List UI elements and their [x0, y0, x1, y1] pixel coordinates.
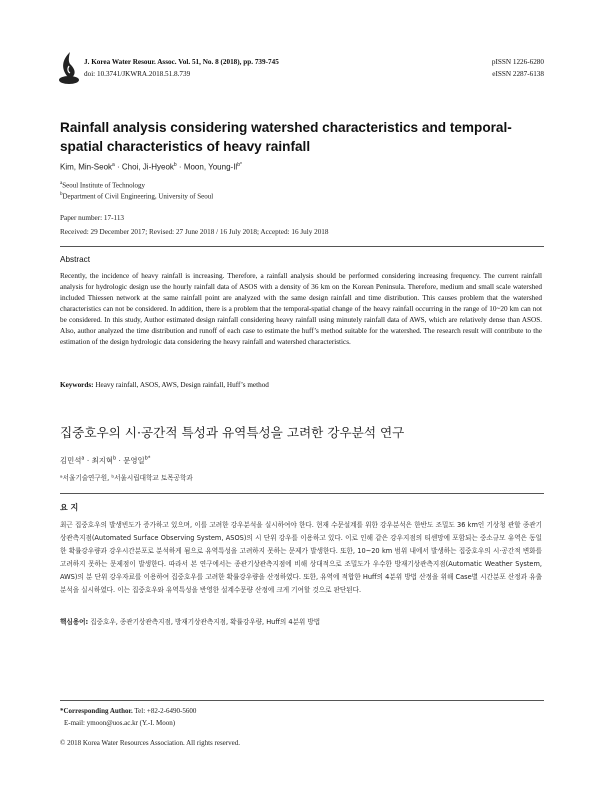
copyright-notice: © 2018 Korea Water Resources Association. All rights reserved. [60, 739, 240, 747]
korean-affiliations: ᵃ서울기술연구원, ᵇ서울시립대학교 토목공학과 [60, 474, 193, 482]
korean-author-list [60, 455, 150, 466]
corresponding-author [60, 706, 196, 717]
corresponding-label: *Corresponding Author. [60, 707, 133, 715]
author-name: Kim, Min-Seok [60, 162, 113, 172]
corresponding-tel: Tel: +82-2-6490-5600 [132, 707, 197, 715]
affiliation-text: Seoul Institute of Technology [62, 181, 146, 190]
author-name: Choi, Ji-Hyeok [121, 162, 174, 172]
keywords-label: Keywords: [60, 381, 94, 389]
section-divider [60, 493, 544, 494]
eissn: eISSN 2287-6138 [492, 70, 544, 78]
pissn: pISSN 1226-6280 [491, 58, 544, 66]
affiliation-mark: b [60, 192, 63, 197]
paper-title: Rainfall analysis considering watershed characteristics and temporal-spatial characteristics of heavy rainfall [60, 120, 512, 154]
doi-link[interactable]: doi: 10.3741/JKWRA.2018.51.8.739 [84, 70, 191, 78]
author-list [60, 162, 242, 172]
author-separator: · [84, 456, 92, 465]
korean-summary-text: 최근 집중호우의 발생빈도가 증가하고 있으며, 이를 고려한 강우분석을 실시하여야 한다. 현재 수문설계를 위한 강우분석은 한반도 조밀도 36 km인 기상청 관할 종관기상관측지점(Automated Surface Observing System, ASOS)의 시 단위 강우를 이용하고 있다. 이로 인해 같은 강우지점의 티센망에 포함되는 중소규모 유역은 동일한 확률강우량과 강우시간분포로 분석하게 됨으로 유역특성을 고려하지 못하는 문제가 발생한다. 또한, 10~20 km 범위 내에서 발생하는 집중호우의 시·공간적 변화를 고려하지 못하는 문제점이 발생한다. 따라서 본 연구에서는 종관기상관측지점에 비해 상대적으로 조밀도가 우수한 방재기상관측지점(Automatic Weather System, AWS)의 분 단위 강우자료를 이용하여 집중호우를 고려한 확률강우량을 산정하였다. 또한, 유역에 적합한 Huff의 4분위 방법 산정을 위해 Case별 시간분포 산정과 유출분석을 실시하였다. 이는 집중호우와 유역특성을 반영한 설계수문량 산정에 크게 기여할 것으로 판단된다. [60, 521, 542, 594]
affiliation-mark: a [60, 181, 63, 186]
affiliation-text: Department of Civil Engineering, University of Seoul [62, 192, 214, 201]
keywords-text: 집중호우, 종관기상관측지점, 방재기상관측지점, 확률강우량, Huff의 4분위 방법 [88, 618, 321, 626]
affiliation-line [60, 179, 145, 190]
footer-divider [60, 700, 544, 701]
author-affiliation-mark: a [112, 162, 115, 168]
korean-keywords [60, 616, 320, 626]
abstract-text: Recently, the incidence of heavy rainfall is increasing. Therefore, a rainfall analysis should be performed considering increasing frequency. The current rainfall analysis for hydrologic design use the hourly rainfall data of ASOS with a density of 36 km on the Korean Peninsula. Therefore, medium and small scale watershed included Thiessen network at the same rainfall point are analyzed with the same design rainfall and time distribution. This causes problem that the watershed characteristics can not be considered. In addition, there is a problem that the temporal-spatial change of the heavy rainfall occurring in the range of 10~20 km can not be considered. In this study, Author estimated design rainfall considering heavy rainfall using minutely rainfall data of AWS, which are relatively dense than ASOS. Also, author analyzed the time distribution and runoff of each case to estimate the huff’s method suitable for the watershed. The research result will contribute to the estimation of the design hydrologic data considering the heavy rainfall and watershed characteristics. [60, 272, 542, 346]
author-name: Moon, Young-Il [183, 162, 238, 172]
affiliation-line [60, 190, 213, 201]
korean-summary-heading: 요 지 [60, 503, 79, 512]
author-separator: · [114, 162, 122, 172]
author-affiliation-mark: a [81, 455, 85, 462]
author-affiliation-mark: b* [144, 455, 151, 462]
author-name: 김민석 [60, 456, 82, 465]
author-affiliation-mark: b [173, 162, 177, 168]
journal-citation: J. Korea Water Resour. Assoc. Vol. 51, No. 8 (2018), pp. 739-745 [84, 58, 279, 66]
keywords-text: Heavy rainfall, ASOS, AWS, Design rainfall, Huff’s method [93, 381, 269, 389]
author-affiliation-mark: b [112, 455, 117, 462]
author-name: 문영일 [123, 456, 145, 465]
journal-logo-icon [58, 50, 80, 86]
author-affiliation-mark: b* [237, 162, 242, 168]
keywords [60, 381, 269, 389]
keywords-label: 핵심용어: [60, 618, 89, 626]
corresponding-email[interactable]: E-mail: ymoon@uos.ac.kr (Y.-I. Moon) [64, 719, 176, 727]
section-divider [60, 246, 544, 247]
submission-dates: Received: 29 December 2017; Revised: 27 June 2018 / 16 July 2018; Accepted: 16 July 2018 [60, 228, 329, 236]
author-separator: · [116, 456, 124, 465]
author-name: 최지혁 [91, 456, 113, 465]
author-separator: · [176, 162, 184, 172]
korean-title: 집중호우의 시·공간적 특성과 유역특성을 고려한 강우분석 연구 [60, 425, 405, 440]
abstract-heading: Abstract [60, 255, 91, 264]
paper-number: Paper number: 17-113 [60, 214, 125, 222]
